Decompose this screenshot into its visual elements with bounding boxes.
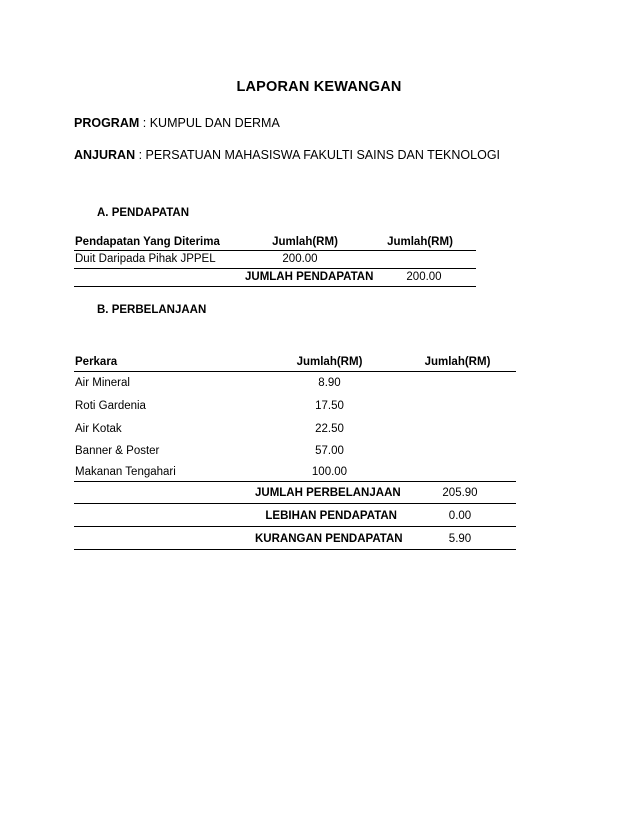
- summary-label-lebihan-pendapatan: LEBIHAN PENDAPATAN: [265, 510, 397, 522]
- perbelanjaan-row-item: Air Kotak: [75, 423, 122, 435]
- pendapatan-total-value: 200.00: [406, 271, 442, 283]
- perbelanjaan-row-item: Makanan Tengahari: [75, 466, 176, 478]
- perbelanjaan-row-item: Air Mineral: [75, 377, 130, 389]
- perbelanjaan-row-amount: 57.00: [315, 445, 344, 457]
- program-label: PROGRAM: [74, 116, 140, 130]
- pendapatan-header-item: Pendapatan Yang Diterima: [75, 236, 220, 248]
- summary-value-jumlah-perbelanjaan: 205.90: [442, 487, 478, 499]
- anjuran-label: ANJURAN: [74, 148, 136, 162]
- perbelanjaan-header-amount: Jumlah(RM): [296, 356, 363, 368]
- pendapatan-row-amount: 200.00: [282, 253, 318, 265]
- perbelanjaan-row-amount: 22.50: [315, 423, 344, 435]
- pendapatan-heading: A. PENDAPATAN: [97, 207, 189, 219]
- perbelanjaan-row-amount: 100.00: [311, 466, 348, 478]
- summary-label-jumlah-perbelanjaan: JUMLAH PERBELANJAAN: [255, 487, 401, 499]
- perbelanjaan-heading: B. PERBELANJAAN: [97, 304, 207, 316]
- anjuran-value: : PERSATUAN MAHASISWA FAKULTI SAINS DAN TEKNOLOGI: [135, 148, 501, 162]
- pendapatan-row-item: Duit Daripada Pihak JPPEL: [75, 253, 216, 265]
- report-title: LAPORAN KEWANGAN: [236, 79, 402, 95]
- summary-value-lebihan-pendapatan: 0.00: [448, 510, 472, 522]
- summary-value-kurangan-pendapatan: 5.90: [448, 533, 472, 545]
- perbelanjaan-header-item: Perkara: [75, 356, 118, 368]
- perbelanjaan-header-total: Jumlah(RM): [424, 356, 491, 368]
- summary-rule: [74, 503, 516, 504]
- pendapatan-total-rule: [74, 286, 476, 287]
- pendapatan-header-amount: Jumlah(RM): [272, 236, 338, 248]
- perbelanjaan-row-amount: 8.90: [318, 377, 341, 389]
- summary-rule: [74, 549, 516, 550]
- anjuran-line: [74, 148, 500, 162]
- perbelanjaan-row-amount: 17.50: [315, 400, 344, 412]
- perbelanjaan-row-item: Roti Gardenia: [75, 400, 146, 412]
- program-value: : KUMPUL DAN DERMA: [139, 116, 280, 130]
- pendapatan-header-rule: [74, 250, 476, 251]
- summary-rule: [74, 526, 516, 527]
- summary-label-kurangan-pendapatan: KURANGAN PENDAPATAN: [255, 533, 403, 545]
- pendapatan-row-rule: [74, 268, 476, 269]
- pendapatan-header-total: Jumlah(RM): [387, 236, 453, 248]
- program-line: [74, 116, 280, 130]
- perbelanjaan-row-item: Banner & Poster: [75, 445, 160, 457]
- perbelanjaan-header-rule: [74, 371, 516, 372]
- perbelanjaan-items-rule: [74, 481, 516, 482]
- pendapatan-total-label: JUMLAH PENDAPATAN: [245, 271, 374, 283]
